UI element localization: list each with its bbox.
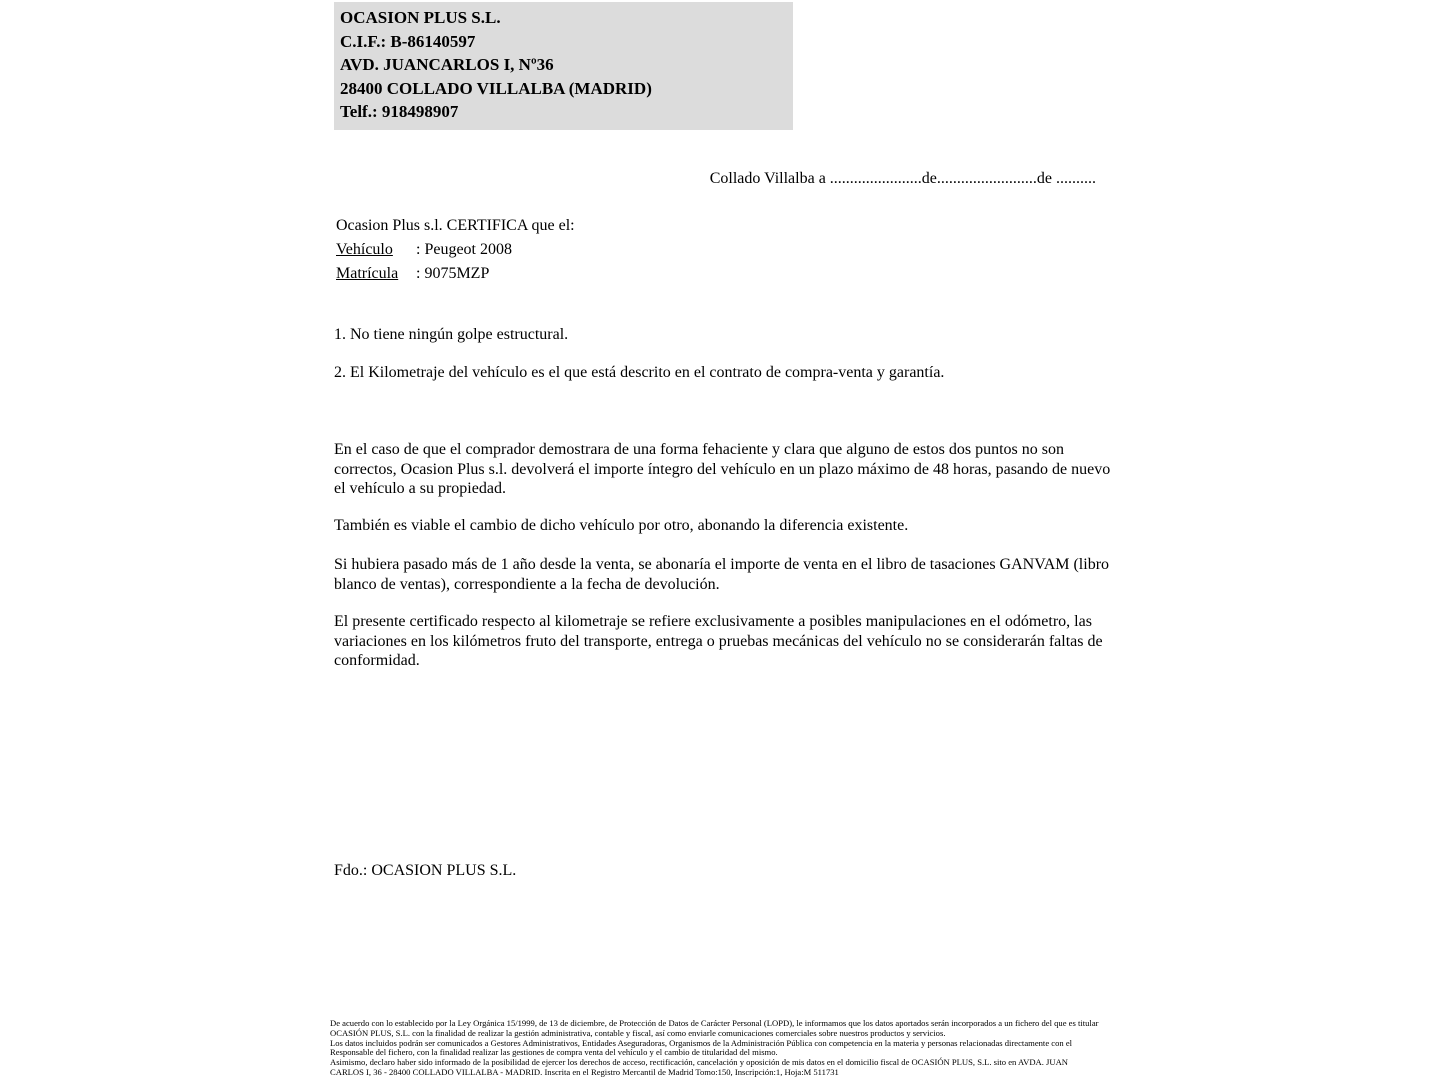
plate-row: [336, 262, 575, 286]
vehicle-value: : Peugeot 2008: [416, 241, 512, 258]
plate-value: : 9075MZP: [416, 265, 490, 282]
legal-paragraph-lopd: De acuerdo con lo establecido por la Ley Orgánica 15/1999, de 13 de diciembre, de Protección de Datos de Carácter Personal (LOPD), le informamos que los datos aportados serán incorporados a un fichero del que es titular OCASIÓN PLUS, S.L. con la finalidad de realizar la gestión administrativa, contable y fiscal, así como enviarle comunicaciones comerciales sobre nuestros productos y servicios.: [330, 1018, 1099, 1038]
plate-label: Matrícula: [336, 265, 399, 282]
company-header-box: [334, 2, 793, 130]
certification-block: [336, 214, 575, 286]
legal-paragraph-data-sharing: Los datos incluidos podrán ser comunicados a Gestores Administrativos, Entidades Aseguradoras, Organismos de la Administración Pública con competencia en la materia y personas relacionadas directamente con el Responsable del fichero, con la finalidad realizar las gestiones de compra venta del vehículo y el cambio de titularidad del mismo.: [330, 1037, 1073, 1058]
legal-paragraph-rights: Asimismo, declaro haber sido informado de la posibilidad de ejercer los derechos de acceso, rectificación, cancelación y oposición de mis datos en el domicilio fiscal de OCASIÓN PLUS, S.L. sito en AVDA. JUAN CARLOS I, 36 - 28400 COLLADO VILLALBA - MADRID. Inscrita en el Registro Mercantil de Madrid Tomo:150, Inscripción:1, Hoja:M 511731: [330, 1057, 1069, 1077]
paragraph-odometer-clause: El presente certificado respecto al kilometraje se refiere exclusivamente a posibles manipulaciones en el odómetro, las variaciones en los kilómetros fruto del transporte, entrega o pruebas mecánicas del vehículo no se considerarán faltas de conformidad.: [334, 613, 1103, 669]
paragraph-ganvam-clause: Si hubiera pasado más de 1 año desde la venta, se abonaría el importe de venta en el libro de tasaciones GANVAM (libro blanco de ventas), correspondiente a la fecha de devolución.: [334, 556, 1110, 593]
signature-line: Fdo.: OCASION PLUS S.L.: [334, 862, 517, 879]
company-phone: Telf.: 918498907: [340, 102, 459, 121]
vehicle-label-cell: [336, 238, 416, 262]
condition-point-1: 1. No tiene ningún golpe estructural.: [334, 326, 569, 343]
legal-footer: [330, 1019, 1102, 1078]
company-name: OCASION PLUS S.L.: [340, 8, 501, 27]
paragraph-exchange-clause: También es viable el cambio de dicho vehículo por otro, abonando la diferencia existente.: [334, 517, 909, 534]
plate-label-cell: [336, 262, 416, 286]
company-cif: C.I.F.: B-86140597: [340, 31, 476, 51]
company-city: 28400 COLLADO VILLALBA (MADRID): [340, 78, 652, 98]
vehicle-row: [336, 238, 575, 262]
condition-point-2: 2. El Kilometraje del vehículo es el que está descrito en el contrato de compra-venta y garantía.: [334, 364, 945, 381]
vehicle-label: Vehículo: [336, 241, 393, 258]
company-address: AVD. JUANCARLOS I, Nº36: [340, 55, 554, 74]
paragraph-refund-clause: En el caso de que el comprador demostrara de una forma fehaciente y clara que alguno de estos dos puntos no son correctos, Ocasion Plus s.l. devolverá el importe íntegro del vehículo en un plazo máximo de 48 horas, pasando de nuevo el vehículo a su propiedad.: [334, 441, 1111, 497]
certify-intro: Ocasion Plus s.l. CERTIFICA que el:: [336, 217, 575, 234]
date-fill-in-line: Collado Villalba a .......................de.........................de ..........: [709, 170, 1096, 187]
